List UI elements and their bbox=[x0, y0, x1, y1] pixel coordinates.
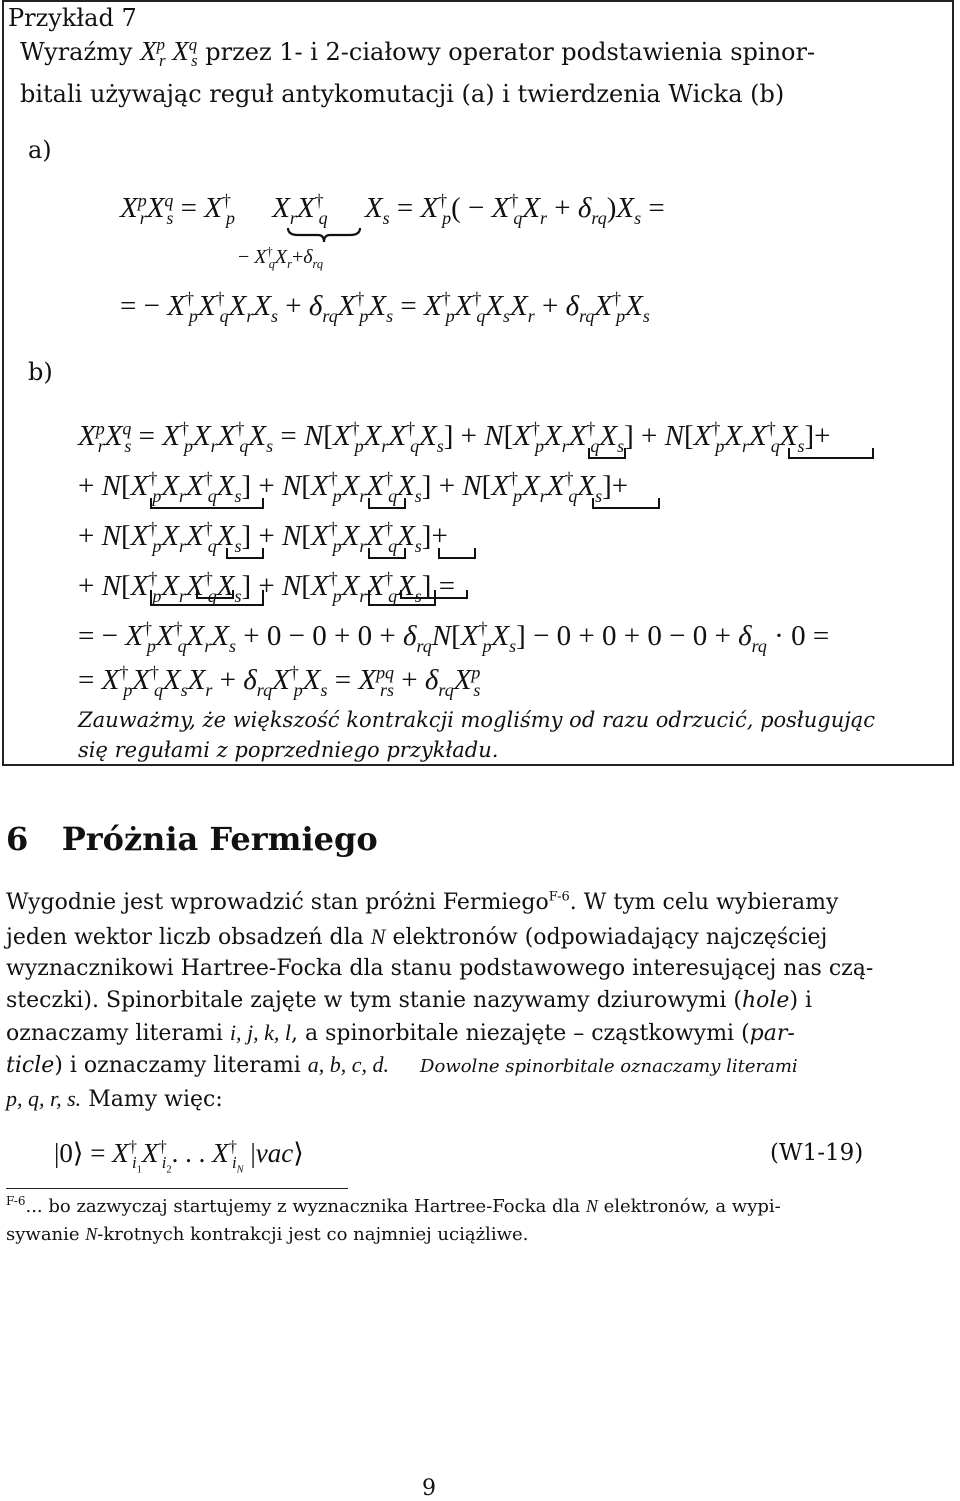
contraction bbox=[368, 498, 406, 509]
eq-b-line-4: + $N[X^\dagger_pX_rX^\dagger_qX_s] + N[X^\dagger_pX_rX^\dagger_qX_s]$ = bbox=[78, 568, 456, 606]
note-line-2: się regułami z poprzedniego przykładu. bbox=[78, 738, 499, 762]
section-heading bbox=[6, 820, 378, 858]
paragraph-line-5: oznaczamy literami i, j, k, l, a spinorbitale niezajęte – cząstkowymi (par- bbox=[6, 1020, 795, 1046]
contraction bbox=[150, 498, 264, 509]
contraction bbox=[588, 448, 626, 459]
eq-b-line-5: = − $X^\dagger_pX^\dagger_qX_rX_s + 0 - 0 + 0 + \delta_{rq}N[X^\dagger_pX_s] - 0 + 0 + 0 - 0 + \delta_{rq} \cdot 0$ = bbox=[78, 618, 830, 656]
eq-b-line-3: + $N[X^\dagger_pX_rX^\dagger_qX_s] + N[X^\dagger_pX_rX^\dagger_qX_s]+$ bbox=[78, 518, 448, 556]
eq-b-line-2: + $N[X^\dagger_pX_rX^\dagger_qX_s] + N[X^\dagger_pX_rX^\dagger_qX_s] + N[X^\dagger_pX_rX^\dagger_qX_s]+$ bbox=[78, 468, 629, 506]
footnote-line-1: $^{F-6}$... bo zazwyczaj startujemy z wyznacznika Hartree-Focka dla N elektronów, a wypi- bbox=[6, 1194, 781, 1217]
paragraph-line-4: steczki). Spinorbitale zajęte w tym stanie nazywamy dziurowymi (hole) i bbox=[6, 988, 813, 1013]
equation-vacuum: |0⟩ = $X^\dagger_{i_1}X^\dagger_{i_2}$. . . $X^\dagger_{i_N}$ |vac⟩ bbox=[54, 1137, 304, 1176]
page-number: 9 bbox=[422, 1476, 436, 1501]
section-number: 6 bbox=[6, 820, 29, 858]
footnote-rule bbox=[6, 1188, 348, 1189]
underbrace bbox=[286, 226, 362, 244]
eq-a-line-2: = − $X^\dagger_pX^\dagger_qX_rX_s + \delta_{rq}X^\dagger_pX_s = X^\dagger_pX^\dagger_qX_sX_r + \delta_{rq}X^\dagger_pX_s$ bbox=[120, 288, 650, 326]
eq-b-line-6: = $X^\dagger_pX^\dagger_qX_sX_r + \delta_{rq}X^\dagger_pX_s = X^{pq}_{rs} + \delta_{rq}X^p_s$ bbox=[78, 662, 481, 700]
label-b: b) bbox=[28, 358, 53, 386]
footnote-line-2: sywanie N-krotnych kontrakcji jest co najmniej uciążliwe. bbox=[6, 1224, 529, 1245]
underbrace-label: − $X^\dagger_qX_r+\delta_{rq}$ bbox=[238, 244, 324, 271]
example-title: Przykład 7 bbox=[8, 4, 137, 32]
note-line-1: Zauważmy, że większość kontrakcji mogliśmy od razu odrzucić, posługując bbox=[78, 708, 876, 732]
label-a: a) bbox=[28, 136, 52, 164]
section-title: Próżnia Fermiego bbox=[61, 820, 378, 858]
paragraph-line-2: jeden wektor liczb obsadzeń dla N elektronów (odpowiadający najczęściej bbox=[6, 924, 828, 950]
paragraph-line-1: Wygodnie jest wprowadzić stan próżni Fermiego$^{F-6}$. W tym celu wybieramy bbox=[6, 889, 839, 915]
contraction bbox=[368, 548, 406, 559]
paragraph-line-6: ticle) i oznaczamy literami a, b, c, d. Dowolne spinorbitale oznaczamy literami bbox=[6, 1052, 798, 1078]
example-intro-line-1: Wyraźmy $X^p_r$ $X^q_s$ przez 1- i 2-ciałowy operator podstawienia spinor- bbox=[20, 35, 816, 71]
contraction bbox=[400, 590, 468, 599]
contraction bbox=[592, 498, 660, 509]
contraction bbox=[226, 548, 264, 559]
contraction bbox=[196, 590, 234, 599]
paragraph-line-3: wyznacznikowi Hartree-Focka dla stanu podstawowego interesującej nas czą- bbox=[6, 956, 874, 981]
contraction bbox=[438, 548, 476, 559]
contraction bbox=[788, 448, 874, 459]
eq-a-line-1: $X^p_rX^q_s = X^\dagger_p$ $X_rX^\dagger_q$ $X_s = X^\dagger_p( - X^\dagger_qX_r + \delta_{rq})X_s$ = bbox=[120, 190, 665, 228]
eq-b-line-1: $X^p_rX^q_s = X^\dagger_pX_rX^\dagger_qX_s = N[X^\dagger_pX_rX^\dagger_qX_s] + N[X^\dagger_pX_rX^\dagger_qX_s] + N[X^\dagger_pX_rX^\dagger_qX_s]+$ bbox=[78, 418, 831, 456]
equation-tag: (W1-19) bbox=[770, 1140, 864, 1166]
example-intro-line-2: bitali używając reguł antykomutacji (a) i twierdzenia Wicka (b) bbox=[20, 80, 785, 108]
paragraph-line-7: p, q, r, s. Mamy więc: bbox=[6, 1086, 223, 1112]
